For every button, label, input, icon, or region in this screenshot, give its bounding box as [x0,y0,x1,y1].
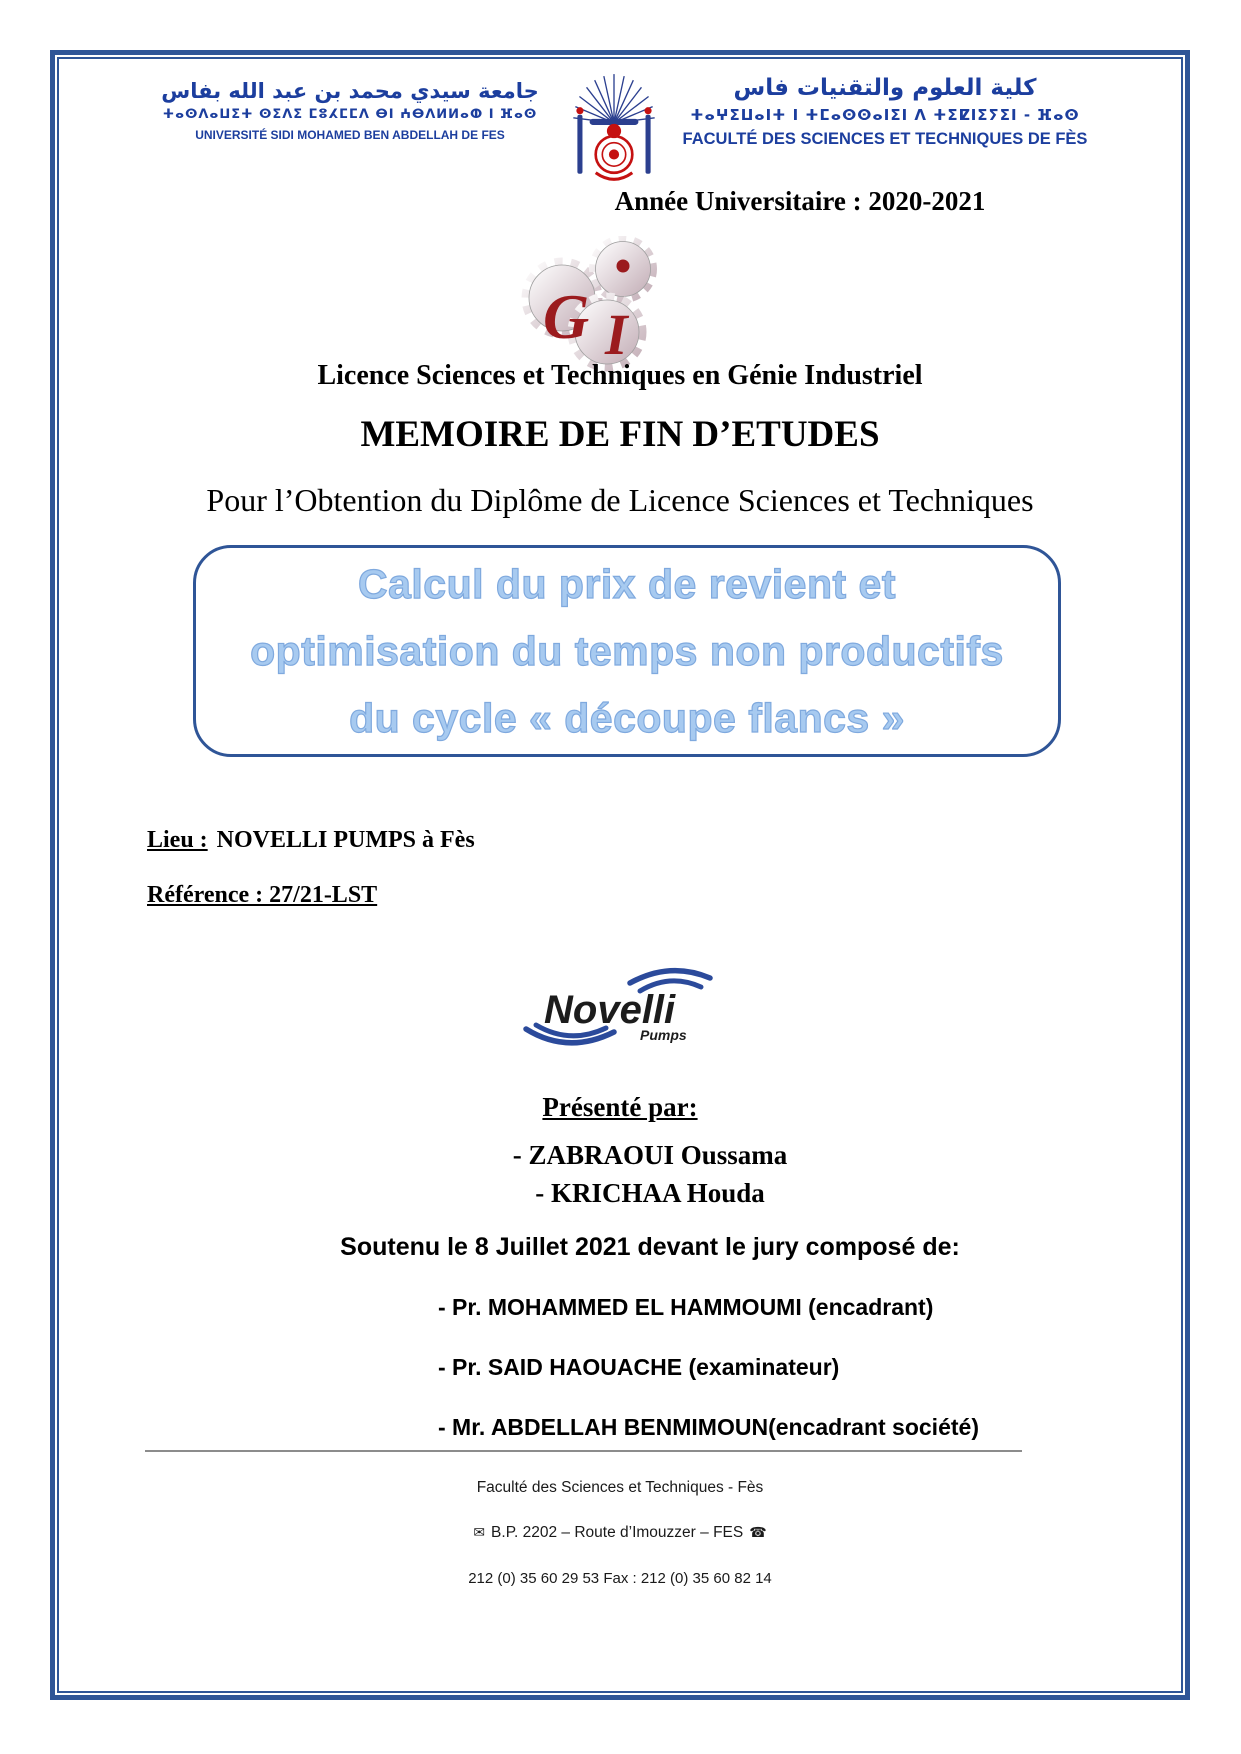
gi-letter-i: I [605,302,628,367]
university-name-tifinagh: ⵜⴰⵙⴷⴰⵡⵉⵜ ⵙⵉⴷⵉ ⵎⵓⵃⵎⵎⴷ ⴱⵏ ⵄⴱⴷⵍⵍⴰⵀ ⵏ ⴼⴰⵙ [162,107,538,123]
faculty-name-french: FACULTÉ DES SCIENCES ET TECHNIQUES DE FÈS [682,129,1088,148]
thesis-subject-box [193,545,1061,757]
author-item-2: - KRICHAA Houda [535,1178,765,1208]
jury-item-1: - Pr. MOHAMMED EL HAMMOUMI (encadrant) [438,1294,934,1320]
footer-address-text: B.P. 2202 – Route d’Imouzzer – FES [491,1524,744,1541]
mail-icon: ✉ [473,1525,486,1541]
defense-line: Soutenu le 8 Juillet 2021 devant le jury composé de: [340,1233,960,1261]
subject-line-1: Calcul du prix de revient et [357,560,897,607]
jury-item-2: - Pr. SAID HAOUACHE (examinateur) [438,1354,840,1380]
faculty-header-right [665,74,1105,149]
reference-line [147,882,947,909]
footer-phone-line: 212 (0) 35 60 29 53 Fax : 212 (0) 35 60 82 14 [468,1570,772,1587]
presented-by-heading [160,1092,1080,1123]
gi-dot [617,260,630,273]
novelli-pumps-logo [518,963,722,1063]
university-header-left [150,78,550,143]
genie-industriel-gears-icon [512,236,672,372]
subject-line-2: optimisation du temps non productifs [250,627,1004,674]
phone-icon: ☎ [749,1525,767,1541]
location-label: Lieu : [147,827,208,853]
crest-fan-rays [573,74,654,123]
memoire-title: MEMOIRE DE FIN D’ETUDES [360,414,880,455]
novelli-wordmark: Novelli [544,988,676,1032]
gi-letter-g: G [543,281,590,352]
academic-year: Année Universitaire : 2020-2021 [614,186,986,216]
subject-line-3: du cycle « découpe flancs » [349,694,905,741]
jury-item-3: - Mr. ABDELLAH BENMIMOUN(encadrant société) [438,1414,979,1440]
location-value: NOVELLI PUMPS à Fès [216,827,475,853]
author-item-1: - ZABRAOUI Oussama [512,1140,788,1170]
program-title: Licence Sciences et Techniques en Génie Industriel [317,360,923,391]
faculty-name-tifinagh: ⵜⴰⵖⵉⵡⴰⵏⵜ ⵏ ⵜⵎⴰⵙⵙⴰⵏⵉⵏ ⴷ ⵜⵉⵇⵏⵉⵢⵉⵏ - ⴼⴰⵙ [690,105,1080,124]
location-line [147,827,947,854]
footer-address-line [160,1524,1080,1542]
reference-value: Référence : 27/21-LST [147,882,378,908]
university-crest-icon [566,68,662,188]
university-name-french: UNIVERSITÉ SIDI MOHAMED BEN ABDELLAH DE FES [195,127,505,142]
footer-faculty-line: Faculté des Sciences et Techniques - Fès [476,1479,764,1496]
university-name-arabic: جامعة سيدي محمد بن عبد الله بفاس [161,79,539,103]
footer-divider [145,1450,1022,1452]
presented-by-label: Présenté par: [542,1092,698,1122]
diploma-subtitle: Pour l’Obtention du Diplôme de Licence Sciences et Techniques [206,482,1034,518]
novelli-sub-wordmark: Pumps [640,1027,687,1043]
faculty-name-arabic: كلية العلوم والتقنيات فاس [733,75,1037,101]
